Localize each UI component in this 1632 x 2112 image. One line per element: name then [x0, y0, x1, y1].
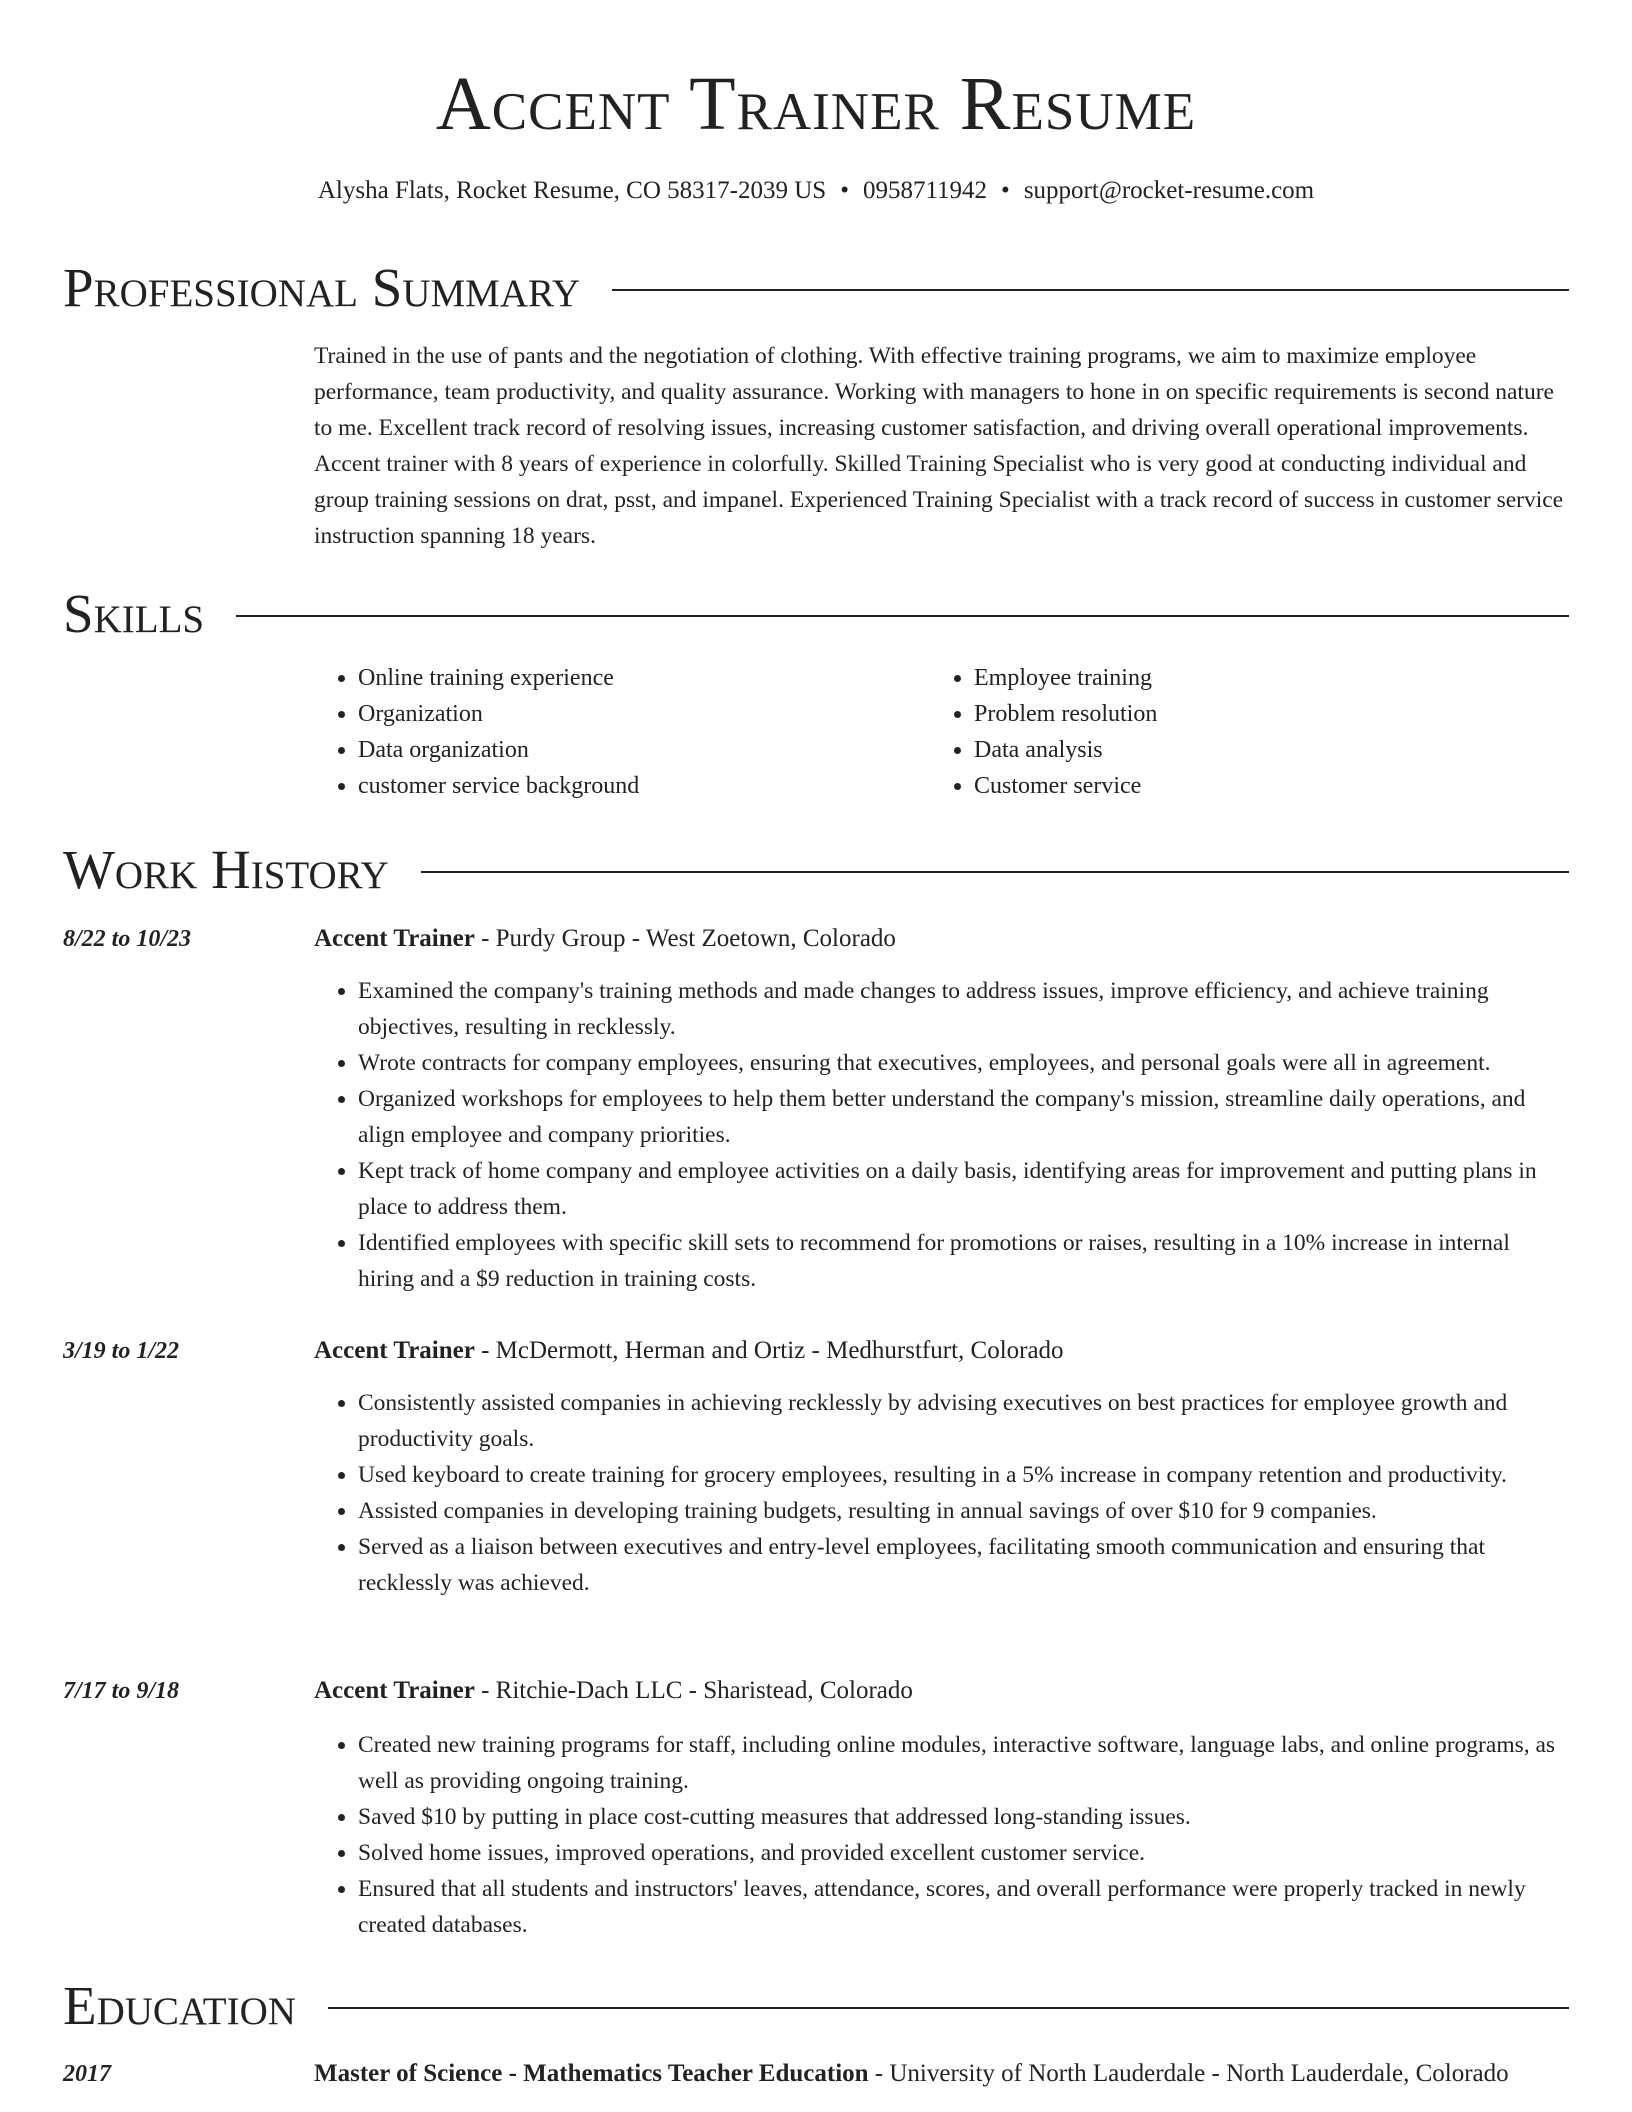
job-details: - McDermott, Herman and Ortiz - Medhurstfurt, Colorado [474, 1337, 1064, 1364]
job-role: Accent Trainer [314, 925, 475, 952]
skill-item: • customer service background [358, 768, 918, 804]
section-title: Education [63, 1975, 296, 2036]
education-details: - University of North Lauderdale - North Lauderdale, Colorado [868, 2060, 1509, 2087]
job-details: - Ritchie-Dach LLC - Sharistead, Colorado [474, 1677, 913, 1704]
skill-item: • Online training experience [358, 660, 918, 696]
job-dates: 3/19 to 1/22 [63, 1338, 180, 1364]
job-bullet-list [314, 973, 1569, 1297]
job-bullet: • Served as a liaison between executives and entry-level employees, facilitating smooth communication and ensuring that recklessly was achieved. [358, 1529, 1569, 1601]
contact-address: Alysha Flats, Rocket Resume, CO 58317-2039 US [317, 177, 827, 204]
contact-separator: • [840, 177, 849, 204]
section-divider [328, 2007, 1569, 2009]
job-role: Accent Trainer [314, 1337, 475, 1364]
job-bullet: • Assisted companies in developing training budgets, resulting in annual savings of over $10 for 9 companies. [358, 1493, 1569, 1529]
work-section-header [63, 840, 1569, 900]
job-dates: 8/22 to 10/23 [63, 926, 192, 952]
job-bullet-list [314, 1385, 1569, 1601]
education-degree: Master of Science - Mathematics Teacher Education [314, 2060, 869, 2087]
job-bullet: • Examined the company's training methods and made changes to address issues, improve efficiency, and achieve training objectives, resulting in recklessly. [358, 973, 1569, 1045]
skill-item: • Problem resolution [974, 696, 1574, 732]
education-section-header [63, 1976, 1569, 2036]
skill-item: • Employee training [974, 660, 1574, 696]
job-heading [314, 921, 1569, 957]
skill-item: • Customer service [974, 768, 1574, 804]
job-bullet: • Solved home issues, improved operations, and provided excellent customer service. [358, 1835, 1569, 1871]
section-title: Skills [63, 583, 205, 644]
job-bullet: • Saved $10 by putting in place cost-cutting measures that addressed long-standing issues. [358, 1799, 1569, 1835]
summary-text: Trained in the use of pants and the negotiation of clothing. With effective training programs, we aim to maximize employee performance, team productivity, and quality assurance. Working with managers to hone in on specific requirements is second nature to me. Excellent track record of resolving issues, increasing customer satisfaction, and driving overall operational improvements. Accent trainer with 8 years of experience in colorfully. Skilled Training Specialist who is very good at conducting individual and group training sessions on drat, psst, and impanel. Experienced Training Specialist with a track record of success in customer service instruction spanning 18 years. [314, 343, 1564, 549]
skill-item: • Organization [358, 696, 918, 732]
job-bullet: • Created new training programs for staff, including online modules, interactive software, language labs, and online programs, as well as providing ongoing training. [358, 1727, 1569, 1799]
job-bullet: • Organized workshops for employees to help them better understand the company's mission, streamline daily operations, and align employee and company priorities. [358, 1081, 1569, 1153]
skills-list-right [930, 660, 1574, 804]
contact-phone: 0958711942 [862, 177, 988, 204]
resume-title: Accent Trainer Resume [435, 62, 1197, 146]
contact-separator: • [1001, 177, 1010, 204]
education-entry [314, 2056, 1569, 2092]
job-bullet-list [314, 1727, 1569, 1943]
contact-email[interactable]: support@rocket-resume.com [1023, 177, 1315, 204]
section-title: Work History [63, 839, 389, 900]
section-divider [612, 289, 1569, 291]
skill-item: • Data analysis [974, 732, 1574, 768]
section-divider [421, 871, 1569, 873]
skills-list-left [314, 660, 918, 804]
job-heading [314, 1333, 1569, 1369]
job-bullet: • Wrote contracts for company employees, ensuring that executives, employees, and personal goals were all in agreement. [358, 1045, 1569, 1081]
summary-section-header [63, 258, 1569, 318]
education-year: 2017 [63, 2061, 111, 2087]
section-divider [236, 615, 1569, 617]
job-bullet: • Consistently assisted companies in achieving recklessly by advising executives on best practices for employee growth and productivity goals. [358, 1385, 1569, 1457]
job-bullet: • Ensured that all students and instructors' leaves, attendance, scores, and overall performance were properly tracked in newly created databases. [358, 1871, 1569, 1943]
job-bullet: • Identified employees with specific skill sets to recommend for promotions or raises, resulting in a 10% increase in internal hiring and a $9 reduction in training costs. [358, 1225, 1569, 1297]
job-heading [314, 1673, 1569, 1709]
section-title: Professional Summary [63, 257, 581, 318]
job-details: - Purdy Group - West Zoetown, Colorado [474, 925, 896, 952]
job-bullet: • Kept track of home company and employee activities on a daily basis, identifying areas for improvement and putting plans in place to address them. [358, 1153, 1569, 1225]
job-role: Accent Trainer [314, 1677, 475, 1704]
job-bullet: • Used keyboard to create training for grocery employees, resulting in a 5% increase in company retention and productivity. [358, 1457, 1569, 1493]
skill-item: • Data organization [358, 732, 918, 768]
job-dates: 7/17 to 9/18 [63, 1678, 180, 1704]
skills-section-header [63, 584, 1569, 644]
contact-line [0, 176, 1632, 206]
